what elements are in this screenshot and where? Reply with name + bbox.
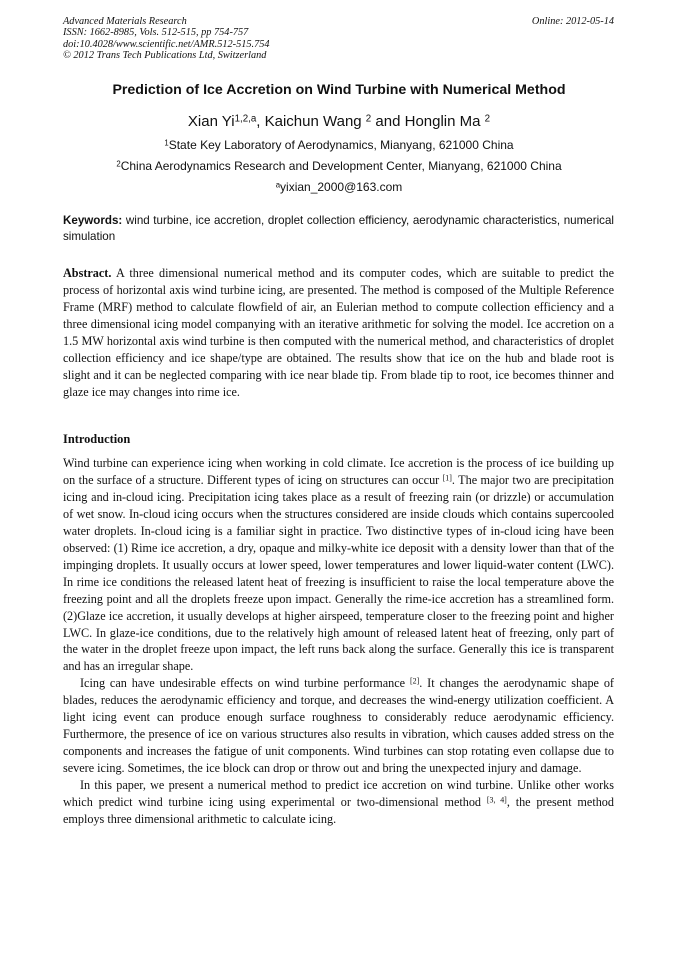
citation-ref: [2] <box>409 676 420 686</box>
abstract-label: Abstract. <box>63 266 112 280</box>
abstract <box>63 265 614 401</box>
keywords-text: wind turbine, ice accretion, droplet collection efficiency, aerodynamic characteristics, numerical simulation <box>63 214 614 243</box>
paragraph-3 <box>63 777 614 828</box>
affiliation-text: State Key Laboratory of Aerodynamics, Mianyang, 621000 China <box>168 138 514 152</box>
section-heading-introduction: Introduction <box>63 432 131 446</box>
journal-name: Advanced Materials Research <box>63 16 187 27</box>
citation-ref: [3, 4] <box>486 795 507 805</box>
paragraph-text: . The major two are precipitation icing and in-cloud icing. Precipitation icing takes place as a result of freezing rain (or drizzle) or accumulation of wet snow. In-cloud icing occurs when the structures considered are inside clouds which contains supercooled water droplets. In-cloud icing is a familiar sight in practice. Two distinctive types of in-cloud icing have been observed: (1) Rime ice accretion, a dry, opaque and milky-white ice deposit with a density lower than that of the impinging droplets. It usually occurs at lower speed, lower temperatures and lower liquid-water content (LWC). In rime ice conditions the released latent heat of freezing is insufficient to raise the local temperature above the freezing point and all the droplets freeze upon impact. Generally the rime-ice accretion has a streamlined form. (2)Glaze ice accretion, it usually develops at higher airspeed, temperature closer to the freezing point and higher LWC. In glaze-ice conditions, due to the relatively high amount of released latent heat of freezing, only part of the water in the droplet freeze upon impact, the left runs back along the surface. Generally this ice is transparent and has an irregular shape. <box>63 472 614 674</box>
copyright-line: © 2012 Trans Tech Publications Ltd, Switzerland <box>63 49 267 61</box>
keywords-label: Keywords: <box>63 214 123 227</box>
paragraph-text: Icing can have undesirable effects on wind turbine performance <box>80 676 410 691</box>
doi-line: doi:10.4028/www.scientific.net/AMR.512-515.754 <box>63 38 270 50</box>
paragraph-1 <box>63 455 614 675</box>
introduction-body <box>63 455 614 828</box>
email-mark: a <box>275 180 281 190</box>
paragraph-2 <box>63 675 614 777</box>
author-affiliation-mark: 1,2,a <box>234 113 257 125</box>
author-list <box>0 113 678 130</box>
issn-line: ISSN: 1662-8985, Vols. 512-515, pp 754-757 <box>63 27 249 39</box>
author-name: Xian Yi <box>187 113 235 130</box>
paragraph-text: Wind turbine can experience icing when working in cold climate. Ice accretion is the process of ice building up on the surface of a structure. Different types of icing on structures can occur <box>63 456 614 487</box>
keywords-block <box>63 213 614 245</box>
paper-title: Prediction of Ice Accretion on Wind Turbine with Numerical Method <box>112 82 566 98</box>
author-affiliation-mark: 2 <box>365 113 372 125</box>
running-header <box>63 16 614 61</box>
paragraph-text: In this paper, we present a numerical method to predict ice accretion on wind turbine. Unlike other works which predict wind turbine icing using experimental or two-dimensional method <box>63 778 614 810</box>
author-email <box>0 180 678 194</box>
affiliation-mark: 2 <box>116 159 121 169</box>
affiliation-text: China Aerodynamics Research and Development Center, Mianyang, 621000 China <box>120 159 562 173</box>
affiliation-1 <box>0 138 678 152</box>
abstract-text: A three dimensional numerical method and its computer codes, which are suitable to predict the process of horizontal axis wind turbine icing, are presented. The method is composed of the Multiple Reference Frame (MRF) method to calculate flowfield of air, an Eulerian method to compute collection efficiency and a three dimensional icing model companying with an iterative arithmetic for solving the model. Ice accretion on a 1.5 MW horizontal axis wind turbine is then computed with the numerical method, and characteristics of droplet collection efficiency and ice shape/type are obtained. The results show that ice on the hub and blade root is slight and it can be neglected comparing with ice near blade tip. From blade tip to root, ice becomes thinner and glaze ice may changes into rime ice. <box>63 266 614 399</box>
email-text: yixian_2000@163.com <box>280 180 403 194</box>
author-name: Honglin Ma <box>404 113 485 130</box>
citation-ref: [1] <box>442 473 452 483</box>
affiliation-mark: 1 <box>164 138 169 148</box>
author-name: Kaichun Wang <box>264 113 366 130</box>
online-date: Online: 2012-05-14 <box>531 16 614 27</box>
affiliation-2 <box>0 159 678 173</box>
author-separator: , <box>256 113 265 130</box>
author-affiliation-mark: 2 <box>484 113 491 125</box>
author-separator: and <box>371 113 405 130</box>
paragraph-text: , the present method employs three dimensional arithmetic to calculate icing. <box>63 795 614 827</box>
paragraph-text: . It changes the aerodynamic shape of blades, reduces the aerodynamic efficiency and torque, and decreases the wind-energy utilization coefficient. A light icing event can produce enough surface roughness to considerably reduce aerodynamic efficiency. Furthermore, the presence of ice on various structures also results in vibration, which causes added stress on the components and increases the fatigue of unit components. Wind turbines can stop rotating even collapse due to severe icing. Sometimes, the ice block can drop or throw out and bring the unexpected injury and damage. <box>63 676 614 776</box>
